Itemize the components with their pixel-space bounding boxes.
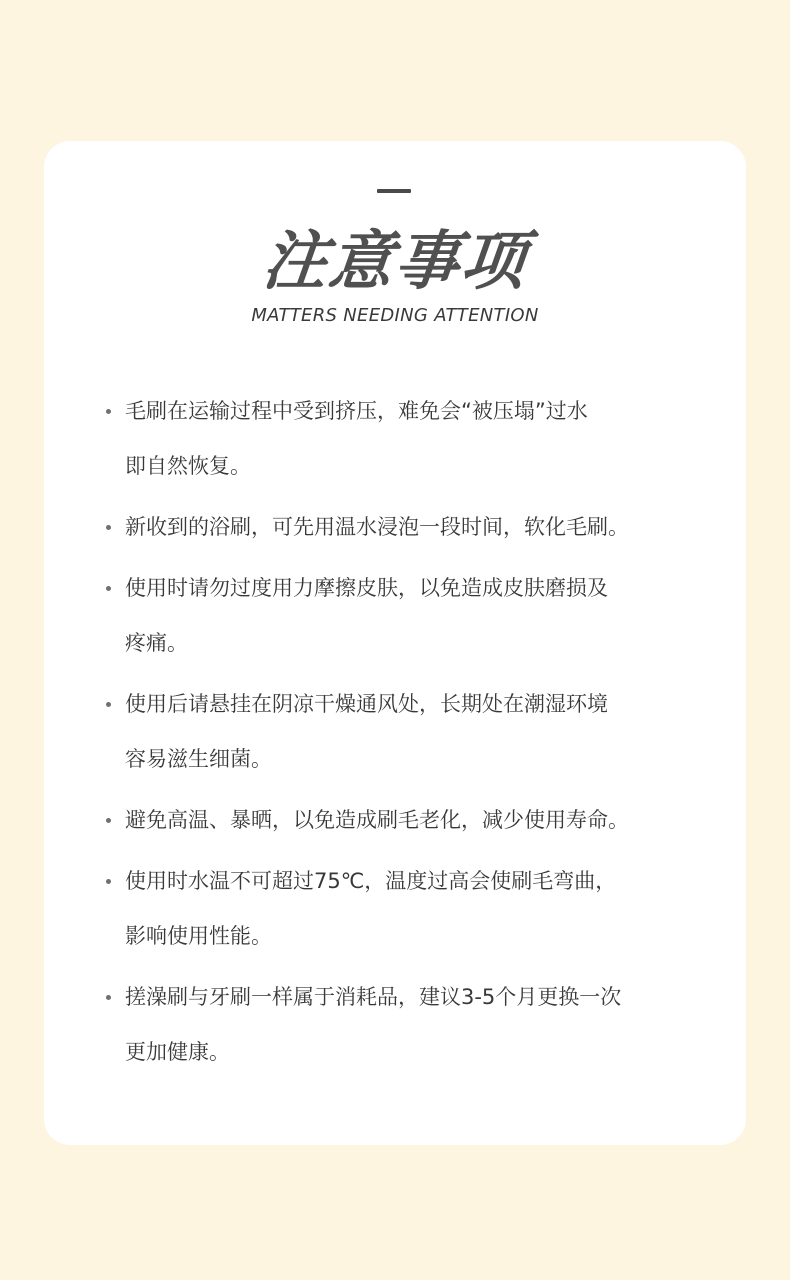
bullet-icon bbox=[106, 525, 111, 530]
note-text-line: 容易滋生细菌。 bbox=[125, 747, 272, 771]
list-item bbox=[104, 561, 704, 671]
note-text-line: 新收到的浴刷，可先用温水浸泡一段时间，软化毛刷。 bbox=[125, 515, 629, 539]
bullet-icon bbox=[106, 818, 111, 823]
page-subtitle: MATTERS NEEDING ATTENTION bbox=[251, 305, 539, 326]
page-title: 注意事项 bbox=[259, 225, 531, 299]
note-text-line: 使用时请勿过度用力摩擦皮肤，以免造成皮肤磨损及 bbox=[125, 576, 608, 600]
bullet-icon bbox=[106, 702, 111, 707]
note-text-line: 更加健康。 bbox=[125, 1040, 230, 1064]
bullet-icon bbox=[106, 879, 111, 884]
list-item bbox=[104, 384, 704, 494]
note-text-line: 避免高温、暴晒，以免造成刷毛老化，减少使用寿命。 bbox=[125, 808, 629, 832]
list-item bbox=[104, 854, 704, 964]
note-text-line: 毛刷在运输过程中受到挤压，难免会“被压塌”过水 bbox=[125, 399, 588, 423]
bullet-icon bbox=[106, 995, 111, 1000]
note-text-line: 使用后请悬挂在阴凉干燥通风处，长期处在潮湿环境 bbox=[125, 692, 608, 716]
note-text-line: 使用时水温不可超过75℃，温度过高会使刷毛弯曲， bbox=[125, 869, 617, 893]
note-text-line: 搓澡刷与牙刷一样属于消耗品，建议3-5个月更换一次 bbox=[125, 985, 622, 1009]
notes-list bbox=[104, 384, 704, 1086]
list-item bbox=[104, 677, 704, 787]
list-item bbox=[104, 970, 704, 1080]
bullet-icon bbox=[106, 586, 111, 591]
note-text-line: 影响使用性能。 bbox=[125, 924, 272, 948]
list-item bbox=[104, 793, 704, 848]
note-text-line: 即自然恢复。 bbox=[125, 454, 251, 478]
section-number-dash bbox=[377, 189, 411, 193]
list-item bbox=[104, 500, 704, 555]
note-text-line: 疼痛。 bbox=[125, 631, 188, 655]
notice-card bbox=[44, 141, 746, 1145]
bullet-icon bbox=[106, 409, 111, 414]
